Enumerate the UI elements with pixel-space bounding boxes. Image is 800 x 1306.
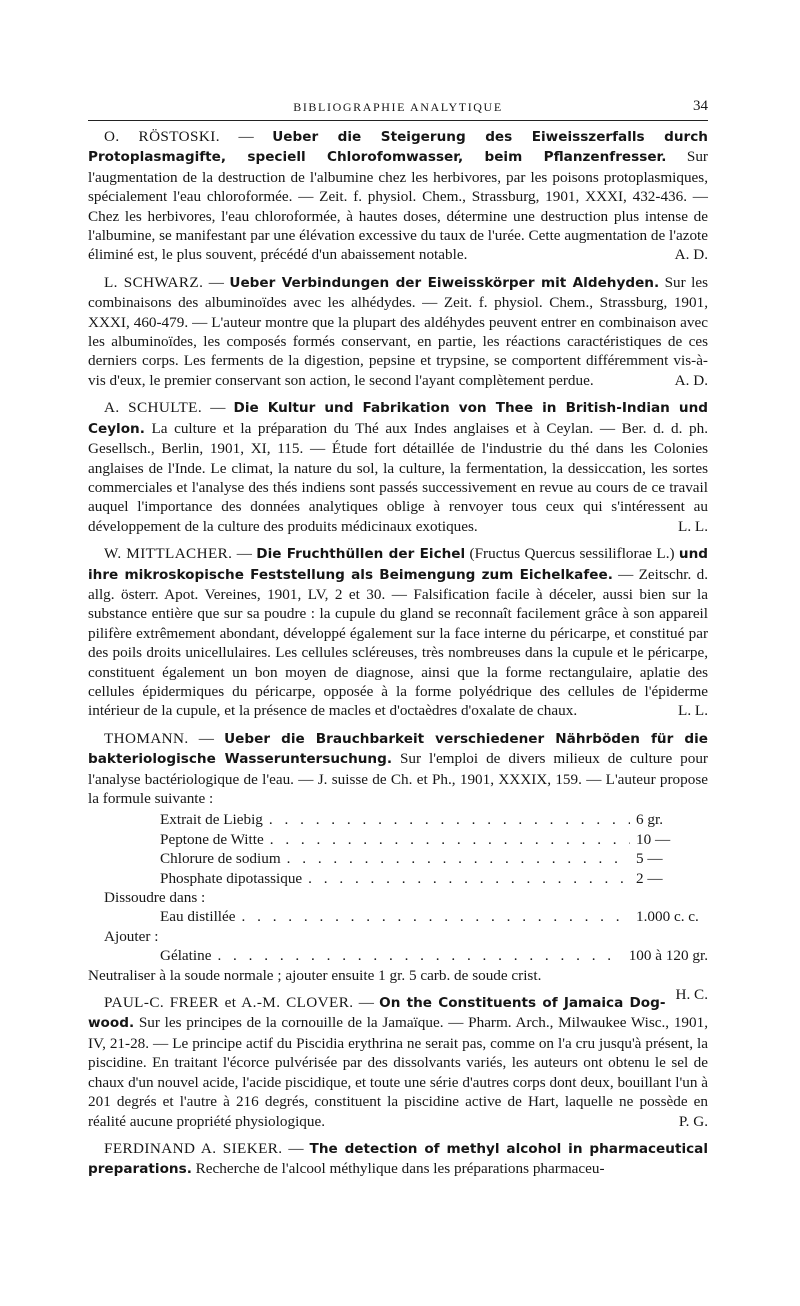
entry-title: Ueber Verbindungen der Eiweisskörper mit Aldehyden. (229, 274, 660, 291)
entry-signature: L. L. (678, 702, 708, 720)
abstract-entry: PAUL-C. FREER et A.-M. CLOVER. — On the Constituents of Jamaica Dog-wood. Sur les principes de la cornouille de la Jamaïque. — Pharm. Arch., Milwaukee Wisc., 1901, IV, 21-28. — Le principe actif du Piscidia erythrina ne serait pas, comme on l'a cru jusqu'à présent, la piscidine. En traitant l'écorce pulvérisée par des dissolvants variés, les auteurs ont obtenu le sel de chaux d'un nouvel acide, l'acide piscidique, et toute une série d'autres corps dont deux, bouillant l'un à 201 degrés et l'autre à 216 degrés, constituent la piscidine active de Hart, laquelle ne possède en réalité aucune propriété physiologique. P. G. (88, 994, 708, 1130)
entry-title: On the Constituents of Jamaica Dog-wood. (88, 995, 666, 1032)
entry-author: FERDINAND A. SIEKER. (104, 1139, 283, 1157)
entry-body: La culture et la préparation du Thé aux Indes anglaises et à Ceylan. — Ber. d. d. ph. Gesellsch., Berlin, 1901, XI, 115. — Étude fort détaillée de l'industrie du thé dans les Colonies anglaises de l'Inde. Le climat, la nature du sol, la culture, la fermentation, la dessiccation, les sortes commerciales et l'analyse des thés indiens sont passés successivement en revue au cours de ce travail auquel l'importance des données analytiques oblige à renvoyer tous ceux qui s'intéressent au développement de la culture des produits médicinaux exotiques. (88, 419, 708, 535)
recipe-ingredient: Gélatine . . . 100 à 120 gr. (88, 946, 708, 965)
recipe-ingredient: Chlorure de sodium . . . 5 — (88, 849, 708, 868)
recipe-ingredient: Phosphate dipotassique . . . 2 — (88, 869, 708, 888)
page-number: 34 (693, 98, 708, 114)
entry-author: L. SCHWARZ. (104, 273, 204, 291)
entry-body: Recherche de l'alcool méthylique dans les préparations pharmaceu- (191, 1160, 605, 1178)
entry-author: A. SCHULTE. (104, 399, 203, 417)
recipe-ingredient: Extrait de Liebig . . . 6 gr. (88, 810, 708, 829)
entry-title: Ueber die Brauchbarkeit verschiedener Nährböden für die bakteriologische Wasseruntersuchung. (88, 730, 709, 768)
abstract-entry: L. SCHWARZ. — Ueber Verbindungen der Eiweisskörper mit Aldehyden. Sur les combinaisons des albuminoïdes avec les alhédydes. — Zeit. f. physiol. Chem., Strassburg, 1901, XXXI, 460-479. — L'auteur montre que la plupart des aldéhydes peuvent entrer en combinaison avec les albuminoïdes, les composés formés conservant, en partie, les réactions caractéristiques de ces derniers corps. Les ferments de la digestion, pepsine et trypsine, se comportent différemment vis-à-vis d'eux, le premier conservant son action, le second l'ayant complètement perdue. A. D. (88, 273, 709, 389)
entry-signature: H. C. (675, 986, 708, 1004)
entry-signature: A. D. (674, 246, 708, 264)
entry-title-tail: (Fructus Quercus sessiliflorae L.) (465, 545, 679, 563)
entry-title: Ueber die Steigerung des Eiweisszerfalls durch Protoplasmagifte, speciell Chlorofomwasser, beim Pflanzenfresser. (88, 129, 708, 166)
entry-signature: A. D. (674, 371, 708, 389)
entry-body: Sur les combinaisons des albuminoïdes avec les alhédydes. — Zeit. f. physiol. Chem., Strassburg, 1901, XXXI, 460-479. — L'auteur montre que la plupart des aldéhydes peuvent entrer en combinaison avec les albuminoïdes, les composés formés conservant, en partie, les réactions caractéristiques de ces derniers corps. Les ferments de la digestion, pepsine et trypsine, se comportent différemment vis-à-vis d'eux, le premier conservant son action, le second l'ayant complètement perdue. (88, 273, 709, 389)
entry-signature: L. L. (678, 517, 708, 535)
entry-author: O. RÖSTOSKI. (104, 128, 220, 145)
page (88, 96, 708, 1188)
recipe-ingredient: Eau distillée . . . 1.000 c. c. (88, 907, 708, 926)
abstract-entry: A. SCHULTE. — Die Kultur und Fabrikation von Thee in British-Indian und Ceylon. La culture et la préparation du Thé aux Indes anglaises et à Ceylan. — Ber. d. d. ph. Gesellsch., Berlin, 1901, XI, 115. — Étude fort détaillée de l'industrie du thé dans les Colonies anglaises de l'Inde. Le climat, la nature du sol, la culture, la fermentation, la dessiccation, les sortes commerciales et l'analyse des thés indiens sont passés successivement en revue au cours de ce travail auquel l'importance des données analytiques oblige à renvoyer tous ceux qui s'intéressent au développement de la culture des produits médicinaux exotiques. L. L. (88, 399, 708, 535)
recipe-add-label: Ajouter : (104, 927, 159, 945)
entry-body: Sur les principes de la cornouille de la Jamaïque. — Pharm. Arch., Milwaukee Wisc., 1901, IV, 21-28. — Le principe actif du Piscidia erythrina ne serait pas, comme on l'a cru jusqu'à présent, la piscidine. En traitant l'écorce pulvérisée par des dissolvants variés, les auteurs ont obtenu le sel de chaux d'un nouvel acide, l'acide piscidique, et toute une série d'autres corps dont deux, bouillant l'un à 201 degrés et l'autre à 216 degrés, constituent la piscidine active de Hart, laquelle ne possède en réalité aucune propriété physiologique. (88, 1014, 708, 1130)
entry-body: Sur l'emploi de divers milieux de culture pour l'analyse bactériologique de l'eau. — J. suisse de Ch. et Ph., 1901, XXXIX, 159. — L'auteur propose la formule suivante : (88, 750, 708, 807)
entry-body: Sur l'augmentation de la destruction de l'albumine chez les herbivores, par les poisons protoplasmiques, spécialement l'eau chloroformée. — Zeit. f. physiol. Chem., Strassburg, 1901, XXXI, 432-436. — Chez les herbivores, l'eau chloroformée, à hautes doses, détermine une destruction plus intense de l'albumine, se manifestant par une élévation excessive du taux de l'urée. Cette augmentation de l'azote éliminé est, le plus souvent, précédé d'un abaissement notable. (88, 148, 708, 264)
entry-title: Die Fruchthüllen der Eichel (256, 546, 466, 563)
abstract-entry: THOMANN. — Ueber die Brauchbarkeit verschiedener Nährböden für die bakteriologische Wasseruntersuchung. Sur l'emploi de divers milieux de culture pour l'analyse bactériologique de l'eau. — J. suisse de Ch. et Ph., 1901, XXXIX, 159. — L'auteur propose la formule suivante : (88, 729, 709, 807)
entry-author: THOMANN. (104, 729, 189, 747)
abstract-entry: O. RÖSTOSKI. — Ueber die Steigerung des Eiweisszerfalls durch Protoplasmagifte, speciell Chlorofomwasser, beim Pflanzenfresser. Sur l'augmentation de la destruction de l'albumine chez les herbivores, par les poisons protoplasmiques, spécialement l'eau chloroformée. — Zeit. f. physiol. Chem., Strassburg, 1901, XXXI, 432-436. — Chez les herbivores, l'eau chloroformée, à hautes doses, détermine une destruction plus intense de l'albumine, se manifestant par une élévation excessive du taux de l'urée. Cette augmentation de l'azote éliminé est, le plus souvent, précédé d'un abaissement notable. A. D. (88, 128, 708, 264)
entry-body: — Zeitschr. d. allg. österr. Apot. Vereines, 1901, LV, 2 et 30. — Falsification facile à déceler, aussi bien sur la substance entière que sur sa poudre : la cupule du gland se reconnaît facilement grâce à son appareil pilifère extrêmement abondant, développé également sur la face interne du péricarpe, et constitué par des poils droits unicellulaires. Les cellules scléreuses, très nombreuses dans la cupule et le péricarpe, constituent également un bon moyen de diagnose, ainsi que la forme rectangulaire, aplatie des cellules épidermiques du péricarpe, opposée à la forme polyédrique des cellules de l'épiderme intérieur de la cupule, et la présence de macles et d'octaèdres d'oxalate de chaux. (88, 565, 708, 720)
entry-title: Die Kultur und Fabrikation von Thee in British-Indian und Ceylon. (88, 400, 708, 437)
entry-author: W. MITTLACHER. (104, 545, 233, 563)
entry-title-continued: und ihre mikroskopische Feststellung als Beimengung zum Eichelkafee. (88, 546, 709, 583)
running-title: BIBLIOGRAPHIE ANALYTIQUE (293, 100, 503, 114)
abstract-entry: W. MITTLACHER. — Die Fruchthüllen der Eichel (Fructus Quercus sessiliflorae L.) und ihre mikroskopische Feststellung als Beimengung zum Eichelkafee. — Zeitschr. d. allg. österr. Apot. Vereines, 1901, LV, 2 et 30. — Falsification facile à déceler, aussi bien sur la substance entière que sur sa poudre : la cupule du gland se reconnaît facilement grâce à son appareil pilifère extrêmement abondant, développé également sur la face interne du péricarpe, et constitué par des poils droits unicellulaires. Les cellules scléreuses, très nombreuses dans la cupule et le péricarpe, constituent également un bon moyen de diagnose, ainsi que la forme rectangulaire, aplatie des cellules épidermiques du péricarpe, opposée à la forme polyédrique des cellules de l'épiderme intérieur de la cupule, et la présence de macles et d'octaèdres d'oxalate de chaux. L. L. (88, 545, 709, 720)
page-header (88, 96, 708, 121)
recipe-ingredient: Peptone de Witte . . . 10 — (88, 830, 708, 849)
recipe-closing: Neutraliser à la soude normale ; ajouter ensuite 1 gr. 5 carb. de soude crist. H. C. (88, 966, 708, 1004)
abstract-entry: FERDINAND A. SIEKER. — The detection of methyl alcohol in pharmaceutical preparations. Recherche de l'alcool méthylique dans les préparations pharmaceu- (88, 1139, 709, 1178)
entry-title: The detection of methyl alcohol in pharmaceutical preparations. (88, 1140, 709, 1178)
recipe-dissolve-label: Dissoudre dans : (104, 889, 206, 907)
entry-signature: P. G. (678, 1112, 708, 1130)
entry-author: PAUL-C. FREER et A.-M. CLOVER. (104, 994, 354, 1012)
